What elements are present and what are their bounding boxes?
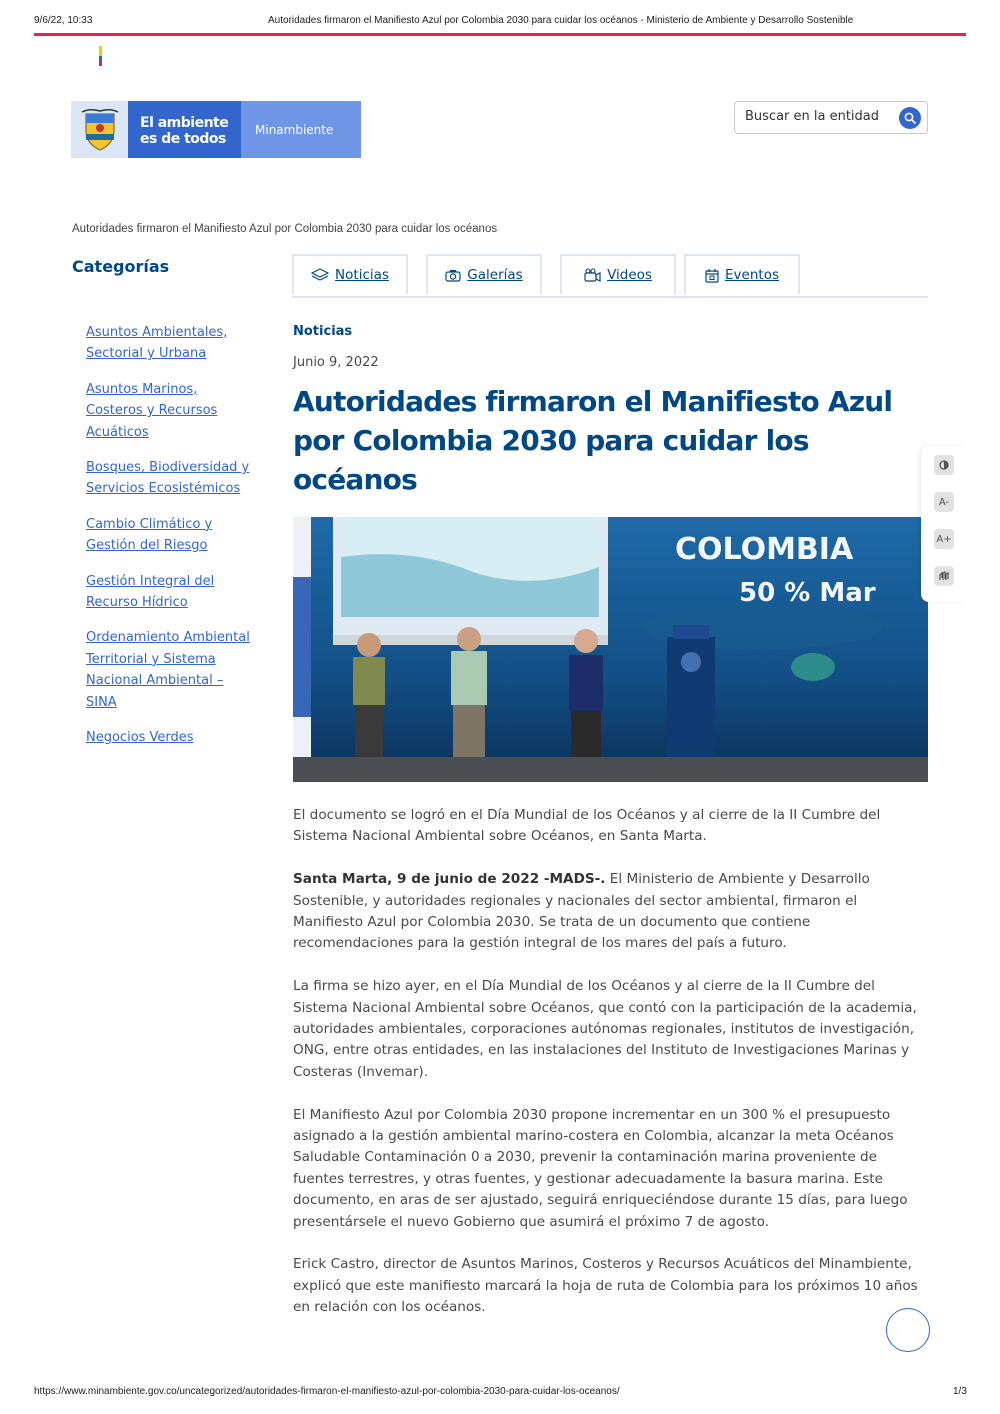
article-date: Junio 9, 2022: [293, 355, 379, 370]
calendar-icon: [705, 268, 719, 283]
print-page-title: Autoridades firmaron el Manifiesto Azul por Colombia 2030 para cuidar los océanos - Ministerio de Ambiente y Desarrollo Sostenible: [268, 15, 854, 26]
category-link[interactable]: Asuntos Ambientales, Sectorial y Urbana: [86, 325, 228, 362]
article-category: Noticias: [293, 324, 353, 339]
category-link[interactable]: Gestión Integral del Recurso Hídrico: [86, 573, 215, 611]
article-body: [293, 805, 928, 1340]
camera-icon: [445, 269, 461, 282]
coat-of-arms-icon: [71, 101, 128, 158]
logo-line2: es de todos: [140, 131, 226, 147]
category-link[interactable]: Cambio Climático y Gestión del Riesgo: [86, 516, 213, 554]
tab-label: Eventos: [725, 267, 779, 283]
photo-banner-share: 50 % Mar: [739, 578, 876, 608]
site-logo[interactable]: [71, 101, 361, 158]
article-title: Autoridades firmaron el Manifiesto Azul por Colombia 2030 para cuidar los océanos: [293, 385, 893, 496]
logo-entity: Minambiente: [241, 101, 361, 158]
colombia-flag-icon: [99, 46, 102, 66]
top-accent-line: [34, 33, 966, 36]
print-url: https://www.minambiente.gov.co/uncategorized/autoridades-firmaron-el-manifiesto-azul-por-colombia-2030-para-cuidar-los-oceanos/: [34, 1386, 620, 1397]
article-dateline: Santa Marta, 9 de junio de 2022 -MADS-.: [293, 871, 606, 888]
photo-banner-country: COLOMBIA: [675, 532, 854, 567]
logo-line1: El ambiente: [140, 115, 229, 131]
article-paragraph: La firma se hizo ayer, en el Día Mundial de los Océanos y al cierre de la II Cumbre del Sistema Nacional Ambiental sobre Océanos, que contó con la participación de la academia, autoridades ambientales, corporaciones autónomas regionales, institutos de investigación, ONG, entre otras entidades, en las instalaciones del Instituto de Investigaciones Marinas y Costeras (Invemar).: [293, 978, 917, 1080]
tab-label: Galerías: [467, 267, 523, 283]
categories-title: Categorías: [72, 257, 170, 276]
newspaper-icon: [311, 268, 329, 282]
category-link[interactable]: Ordenamiento Ambiental Territorial y Sistema Nacional Ambiental – SINA: [86, 630, 250, 710]
tab-eventos[interactable]: [684, 254, 800, 294]
tab-label: Videos: [607, 267, 652, 283]
sign-language-icon[interactable]: [934, 566, 954, 586]
floating-action-button[interactable]: [886, 1308, 930, 1352]
tab-noticias[interactable]: [292, 254, 408, 294]
tab-label: Noticias: [335, 267, 389, 283]
search-input[interactable]: [745, 109, 895, 124]
logo-slogan: [128, 101, 241, 158]
search-button[interactable]: [899, 107, 921, 129]
breadcrumb: Autoridades firmaron el Manifiesto Azul por Colombia 2030 para cuidar los océanos: [72, 223, 498, 235]
article-paragraph: [293, 869, 928, 955]
content-type-tabs: [292, 254, 928, 298]
category-link[interactable]: Negocios Verdes: [86, 730, 194, 746]
tab-videos[interactable]: [560, 254, 676, 294]
increase-font-icon[interactable]: A+: [934, 529, 954, 549]
article-photo: [293, 517, 928, 782]
tab-galerias[interactable]: [426, 254, 542, 294]
article-paragraph-text: El Ministerio de Ambiente y Desarrollo Sostenible, y autoridades regionales y nacionales del sector ambiental, firmaron el Manifiesto Azul por Colombia 2030. Se trata de un documento que contiene recomendaciones para la gestión integral de los mares del país a futuro.: [293, 871, 870, 952]
contrast-icon[interactable]: [934, 455, 954, 475]
decrease-font-icon[interactable]: A-: [934, 492, 954, 512]
search-icon: [904, 112, 916, 124]
category-link[interactable]: Asuntos Marinos, Costeros y Recursos Acuáticos: [86, 381, 218, 440]
article-paragraph: Erick Castro, director de Asuntos Marinos, Costeros y Recursos Acuáticos del Minambiente, explicó que este manifiesto marcará la hoja de ruta de Colombia para los próximos 10 años en relación con los océanos.: [293, 1256, 918, 1316]
accessibility-toolbar: [921, 446, 965, 602]
categories-list: [86, 322, 256, 763]
video-camera-icon: [584, 268, 601, 282]
category-link[interactable]: Bosques, Biodiversidad y Servicios Ecosistémicos: [86, 460, 250, 497]
search-box: [734, 101, 928, 134]
article-paragraph: El Manifiesto Azul por Colombia 2030 propone incrementar en un 300 % el presupuesto asignado a la gestión ambiental marino-costera en Colombia, alcanzar la meta Océanos Saludable Contaminación 0 a 2030, prevenir la contaminación marina proveniente de fuentes terrestres, y otras fuentes, y gestionar adecuadamente la basura marina. Este documento, en aras de ser ajustado, seguirá enriqueciéndose durante 15 días, para luego presentársele el nuevo Gobierno que asumirá el próximo 7 de agosto.: [293, 1106, 908, 1230]
print-datetime: 9/6/22, 10:33: [34, 15, 93, 26]
print-page-number: 1/3: [953, 1386, 967, 1397]
article-lead: El documento se logró en el Día Mundial de los Océanos y al cierre de la II Cumbre del Sistema Nacional Ambiental sobre Océanos, en Santa Marta.: [293, 807, 881, 845]
